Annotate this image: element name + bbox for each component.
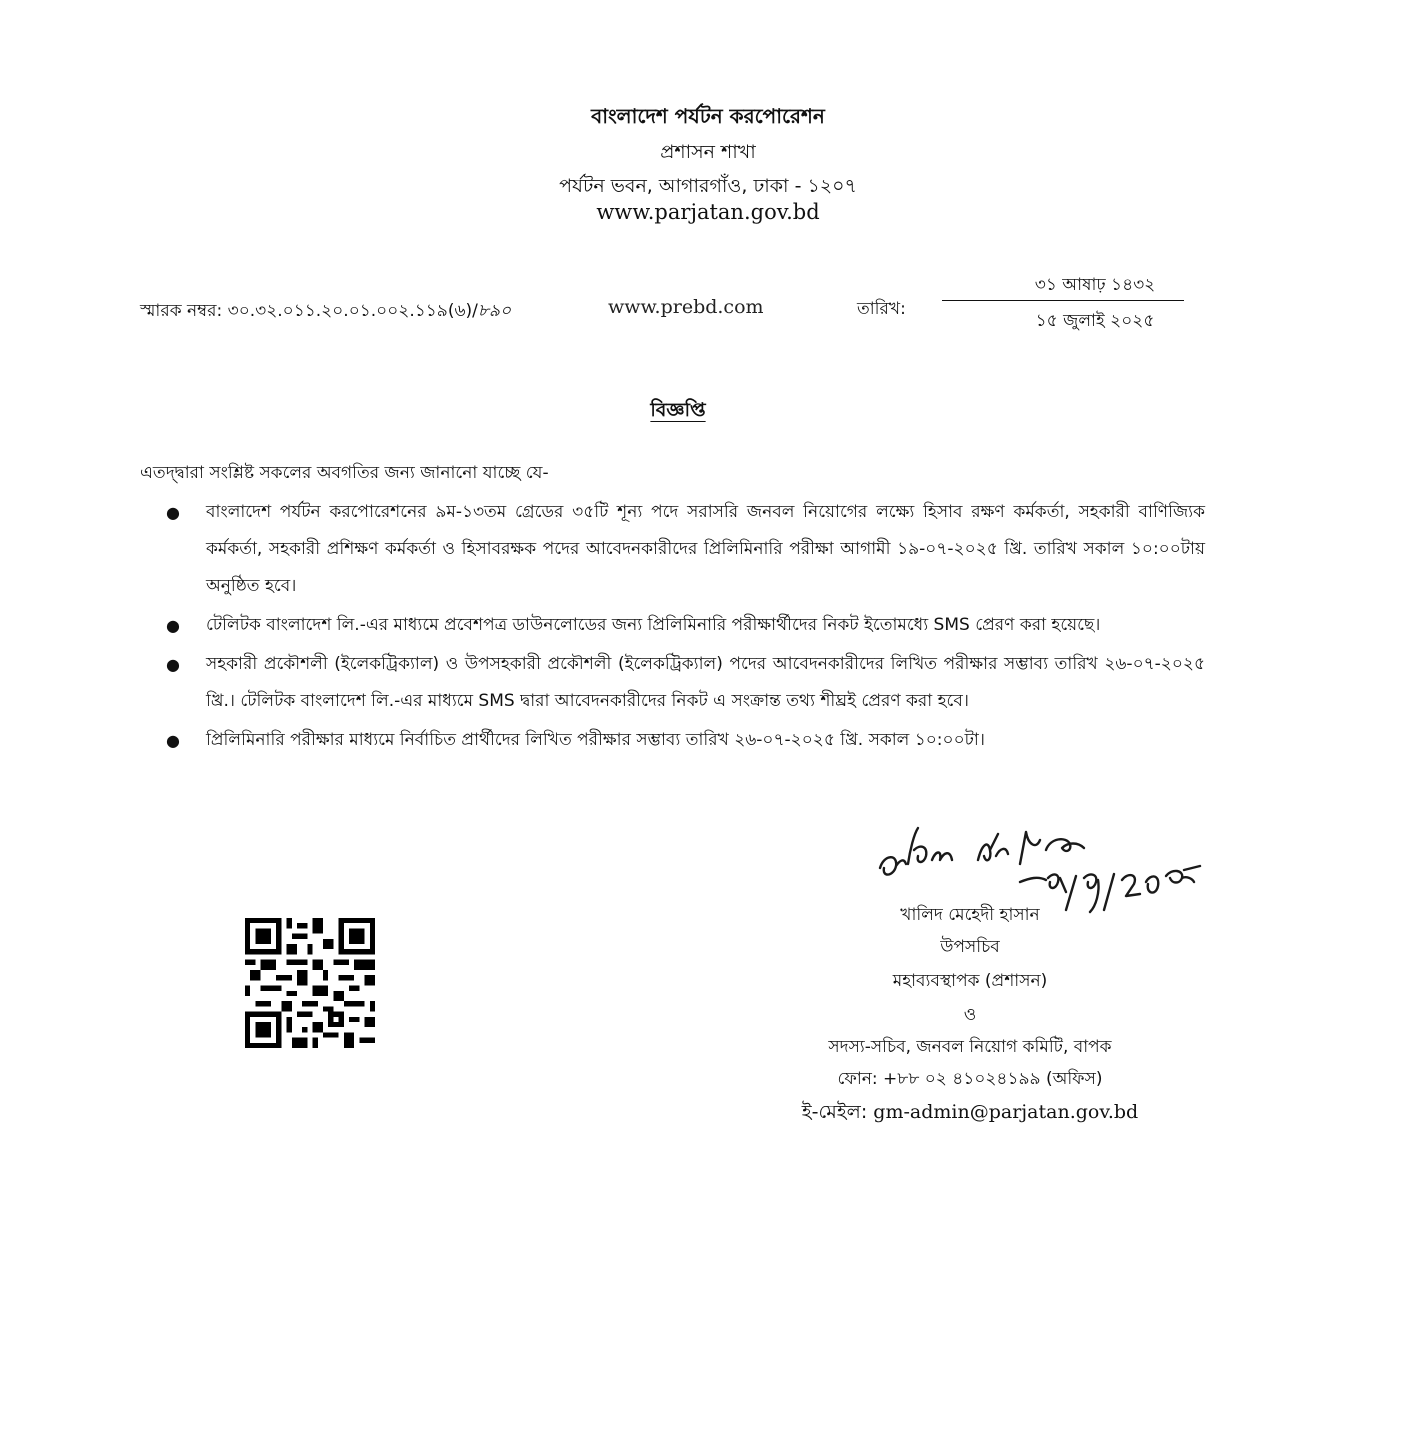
notice-intro: এতদ্দ্বারা সংশ্লিষ্ট সকলের অবগতির জন্য জানানো যাচ্ছে যে- [140, 463, 549, 483]
signatory-conjunction: ও [963, 1005, 977, 1025]
bullet-icon: ● [166, 503, 180, 522]
list-item [160, 607, 1205, 644]
bullet-text: টেলিটক বাংলাদেশ লি.-এর মাধ্যমে প্রবেশপত্র ডাউনলোডের জন্য প্রিলিমিনারি পরীক্ষার্থীদের নিকট ইতোমধ্যে SMS প্রেরণ করা হয়েছে। [206, 615, 1101, 635]
list-item [160, 722, 1205, 759]
date-bangla: ৩১ আষাঢ় ১৪৩২ [1034, 275, 1156, 295]
memo-label: স্মারক নম্বর: [140, 301, 223, 321]
watermark-text: www.prebd.com [608, 296, 764, 318]
notice-title-text: বিজ্ঞপ্তি [650, 399, 706, 421]
signatory-designation: সদস্য-সচিব, জনবল নিয়োগ কমিটি, বাপক [828, 1037, 1112, 1057]
signatory-designation: মহাব্যবস্থাপক (প্রশাসন) [892, 971, 1048, 991]
bullet-icon: ● [166, 655, 180, 674]
bullet-text: বাংলাদেশ পর্যটন করপোরেশনের ৯ম-১৩তম গ্রেডের ৩৫টি শূন্য পদে সরাসরি জনবল নিয়োগের লক্ষ্যে হিসাব রক্ষণ কর্মকর্তা, সহকারী বাণিজ্যিক কর্মকর্তা, সহকারী প্রশিক্ষণ কর্মকর্তা ও হিসাবরক্ষক পদের আবেদনকারীদের প্রিলিমিনারি পরীক্ষা আগামী ১৯-০৭-২০২৫ খ্রি. তারিখ সকাল ১০:০০টায় অনুষ্ঠিত হবে। [206, 502, 1205, 596]
signatory-email [760, 1098, 1180, 1130]
bullet-text: সহকারী প্রকৌশলী (ইলেকট্রিক্যাল) ও উপসহকারী প্রকৌশলী (ইলেকট্রিক্যাল) পদের আবেদনকারীদের লিখিত পরীক্ষার সম্ভাব্য তারিখ ২৬-০৭-২০২৫ খ্রি.। টেলিটক বাংলাদেশ লি.-এর মাধ্যমে SMS দ্বারা আবেদনকারীদের নিকট এ সংক্রান্ত তথ্য শীঘ্রই প্রেরণ করা হবে। [206, 654, 1205, 711]
list-item [160, 494, 1205, 605]
memo-number-value: ৩০.৩২.০১১.২০.০১.০০২.১১৯(৬)/ [227, 301, 478, 321]
email-label: ই-মেইল: [801, 1101, 868, 1123]
bullet-icon: ● [166, 616, 180, 635]
signatory-phone: ফোন: +৮৮ ০২ ৪১০২৪১৯৯ (অফিস) [837, 1069, 1103, 1089]
signatory-designation: উপসচিব [940, 937, 1000, 957]
bullet-icon: ● [166, 731, 180, 750]
date-english: ১৫ জুলাই ২০২৫ [1035, 311, 1155, 331]
notice-bullet-list [160, 494, 1205, 761]
date-divider [942, 300, 1184, 301]
notice-title [0, 396, 1356, 428]
organization-address: পর্যটন ভবন, আগারগাঁও, ঢাকা - ১২০৭ [559, 175, 857, 197]
organization-branch: প্রশাসন শাখা [660, 141, 756, 163]
organization-website[interactable]: www.parjatan.gov.bd [596, 200, 820, 224]
memo-handwritten-suffix: ৮৯০ [477, 301, 512, 321]
memo-number [140, 298, 511, 326]
organization-name: বাংলাদেশ পর্যটন করপোরেশন [591, 104, 825, 128]
email-address[interactable]: gm-admin@parjatan.gov.bd [873, 1101, 1139, 1123]
list-item [160, 646, 1205, 720]
date-label: তারিখ: [857, 299, 906, 319]
bullet-text: প্রিলিমিনারি পরীক্ষার মাধ্যমে নির্বাচিত প্রার্থীদের লিখিত পরীক্ষার সম্ভাব্য তারিখ ২৬-০৭-২০২৫ খ্রি. সকাল ১০:০০টা। [206, 730, 985, 750]
signatory-name: খালিদ মেহেদী হাসান [900, 905, 1040, 925]
qr-code[interactable] [242, 918, 378, 1048]
